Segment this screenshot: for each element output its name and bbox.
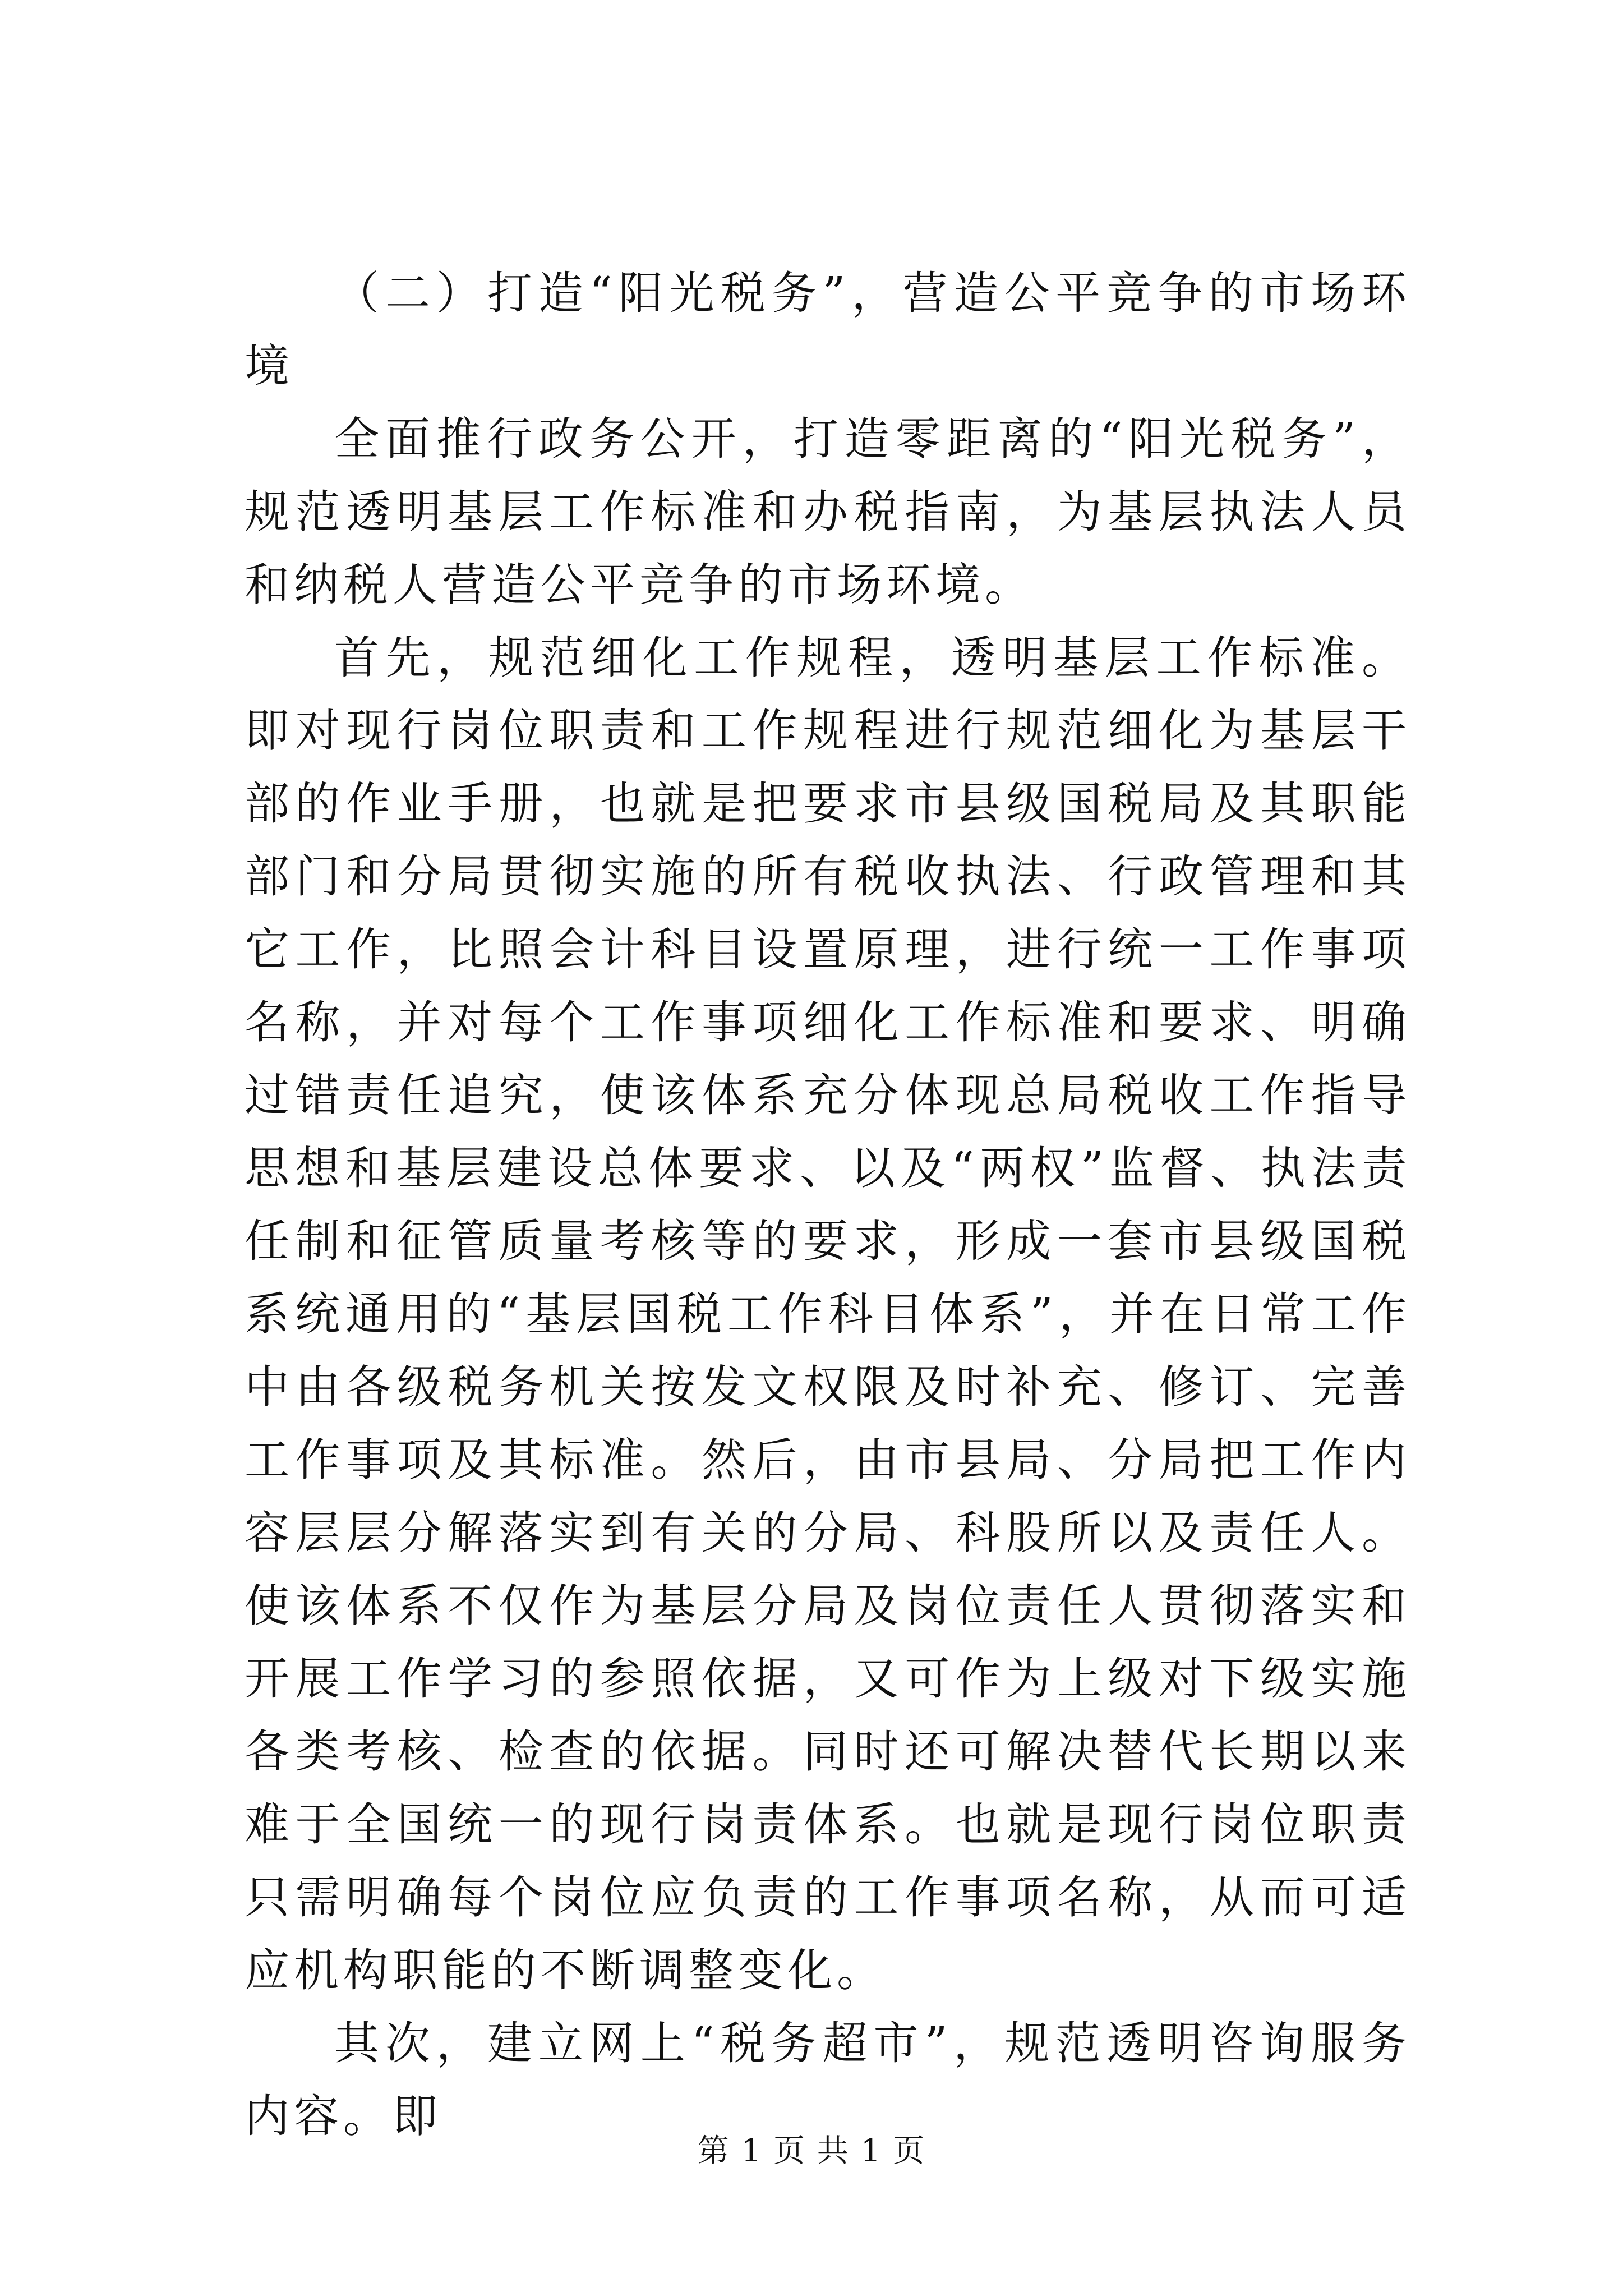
paragraph-intro: 全面推行政务公开，打造零距离的“阳光税务”，规范透明基层工作标准和办税指南，为基层执法人员和纳税人营造公平竞争的市场环境。 (245, 413, 1411, 611)
paragraph-second: 其次，建立网上“税务超市”，规范透明咨询服务内容。即 (245, 2017, 1411, 2142)
paragraph-first: 首先，规范细化工作规程，透明基层工作标准。即对现行岗位职责和工作规程进行规范细化为基层干部的作业手册，也就是把要求市县级国税局及其职能部门和分局贯彻实施的所有税收执法、行政管理和其它工作，比照会计科目设置原理，进行统一工作事项名称，并对每个工作事项细化工作标准和要求、明确过错责任追究，使该体系充分体现总局税收工作指导思想和基层建设总体要求、以及“两权”监督、执法责任制和征管质量考核等的要求，形成一套市县级国税系统通用的“基层国税工作科目体系”，并在日常工作中由各级税务机关按发文权限及时补充、修订、完善工作事项及其标准。然后，由市县局、分局把工作内容层层分解落实到有关的分局、科股所以及责任人。使该体系不仅作为基层分局及岗位责任人贯彻落实和开展工作学习的参照依据，又可作为上级对下级实施各类考核、检查的依据。同时还可解决替代长期以来难于全国统一的现行岗责体系。也就是现行岗位职责只需明确每个岗位应负责的工作事项名称，从而可适应机构职能的不断调整变化。 (245, 632, 1411, 1996)
page-footer: 第 1 页 共 1 页 (697, 2133, 926, 2169)
section-heading: （二）打造“阳光税务”，营造公平竞争的市场环境 (245, 267, 1411, 392)
document-body (245, 257, 1411, 2153)
